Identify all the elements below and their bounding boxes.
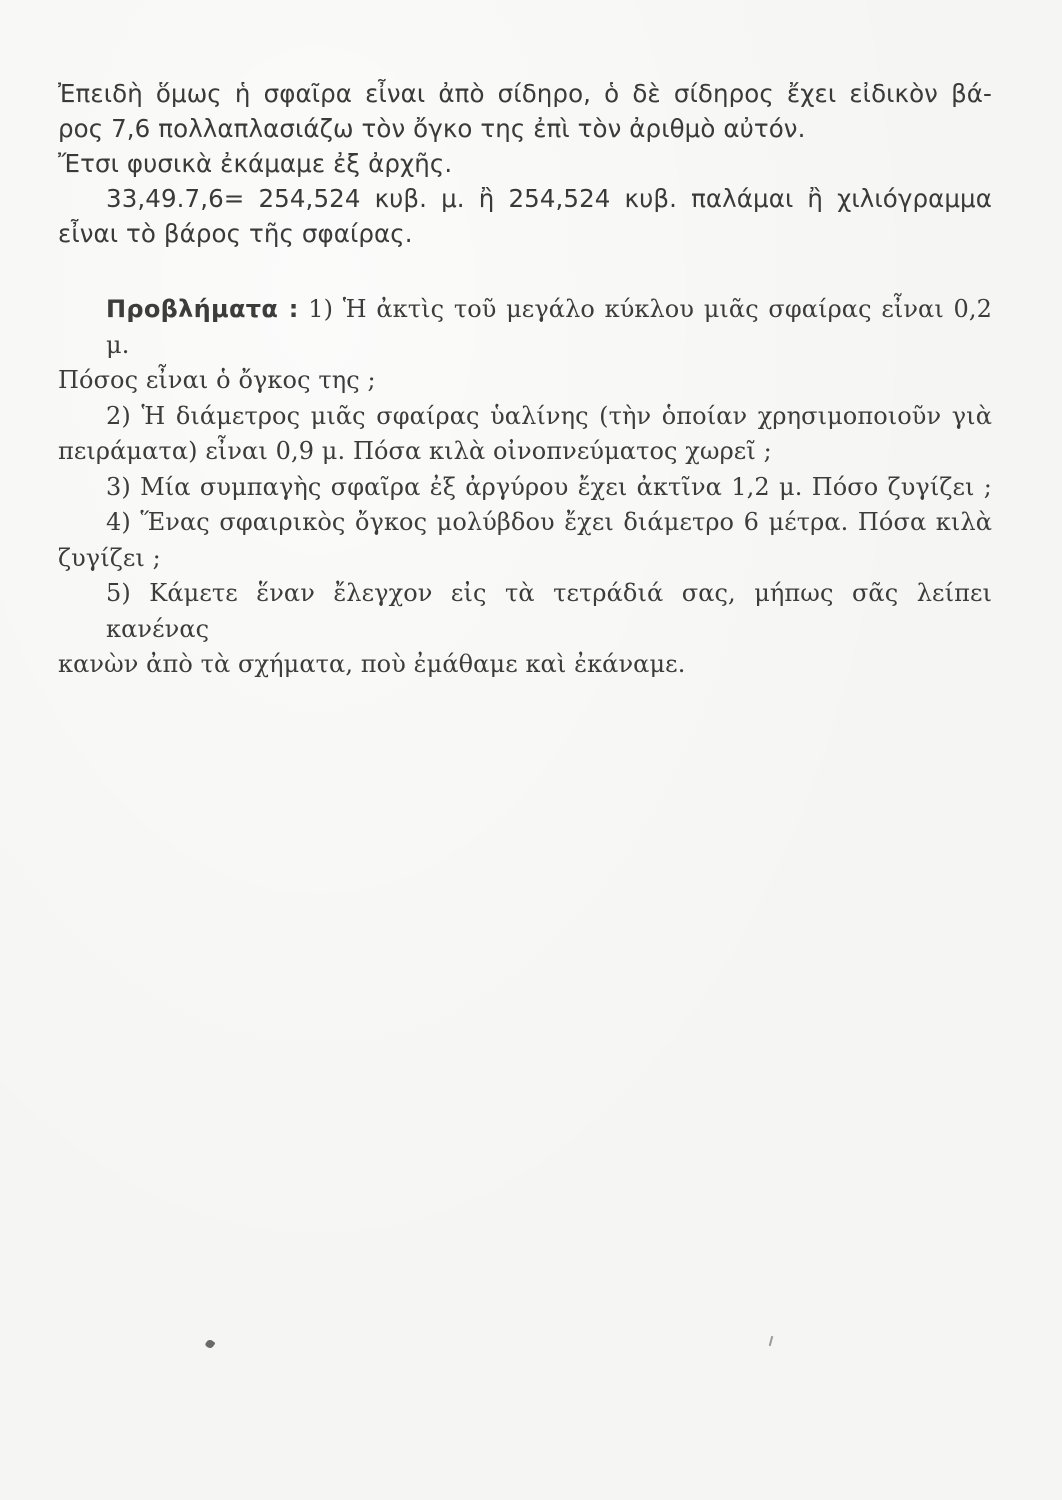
problem-4-line: 4) Ἕνας σφαιρικὸς ὄγκος μολύβδου ἔχει διάμετρο 6 μέτρα. Πόσα κιλὰ (106, 508, 992, 536)
paragraph-weight-calculation (58, 76, 992, 251)
problem-2-line: 2) Ἡ διάμετρος μιᾶς σφαίρας ὑαλίνης (τὴν ὁποίαν χρησιμοποιοῦν γιὰ (106, 401, 992, 430)
problem-2-continuation: πειράματα) εἶναι 0,9 μ. Πόσα κιλὰ οἰνοπνεύματος χωρεῖ ; (58, 437, 772, 465)
problem-1-text: 1) Ἡ ἀκτὶς τοῦ μεγάλο κύκλου μιᾶς σφαίρας εἶναι 0,2 μ. (106, 295, 992, 359)
ink-speck (204, 1338, 215, 1349)
problems-section (58, 292, 992, 683)
problem-1-line (58, 292, 992, 363)
problem-5-continuation: κανὼν ἀπὸ τὰ σχήματα, ποὺ ἐμάθαμε καὶ ἐκάναμε. (58, 650, 686, 678)
problem-3-line: 3) Μία συμπαγὴς σφαῖρα ἐξ ἀργύρου ἔχει ἀκτῖνα 1,2 μ. Πόσο ζυγίζει ; (106, 472, 992, 501)
problem-4-continuation: ζυγίζει ; (58, 543, 161, 572)
text-line: 33,49.7,6= 254,524 κυβ. μ. ἢ 254,524 κυβ. παλάμαι ἢ χιλιόγραμμα (106, 184, 992, 213)
text-line: Ἔτσι φυσικὰ ἐκάμαμε ἐξ ἀρχῆς. (58, 149, 453, 178)
problems-heading: Προβλήματα : (106, 295, 299, 323)
text-line: εἶναι τὸ βάρος τῆς σφαίρας. (58, 219, 413, 248)
text-line: Ἐπειδὴ ὅμως ἡ σφαῖρα εἶναι ἀπὸ σίδηρο, ὁ δὲ σίδηρος ἔχει εἰδικὸν βά- (58, 79, 992, 108)
text-line: ρος 7,6 πολλαπλασιάζω τὸν ὄγκο της ἐπὶ τὸν ἀριθμὸ αὐτόν. (58, 114, 806, 143)
ink-speck (769, 1336, 774, 1346)
problem-1-continuation: Πόσος εἶναι ὁ ὄγκος της ; (58, 366, 376, 394)
problem-5-line: 5) Κάμετε ἕναν ἔλεγχον εἰς τὰ τετράδιά σας, μήπως σᾶς λείπει κανένας (106, 579, 992, 643)
